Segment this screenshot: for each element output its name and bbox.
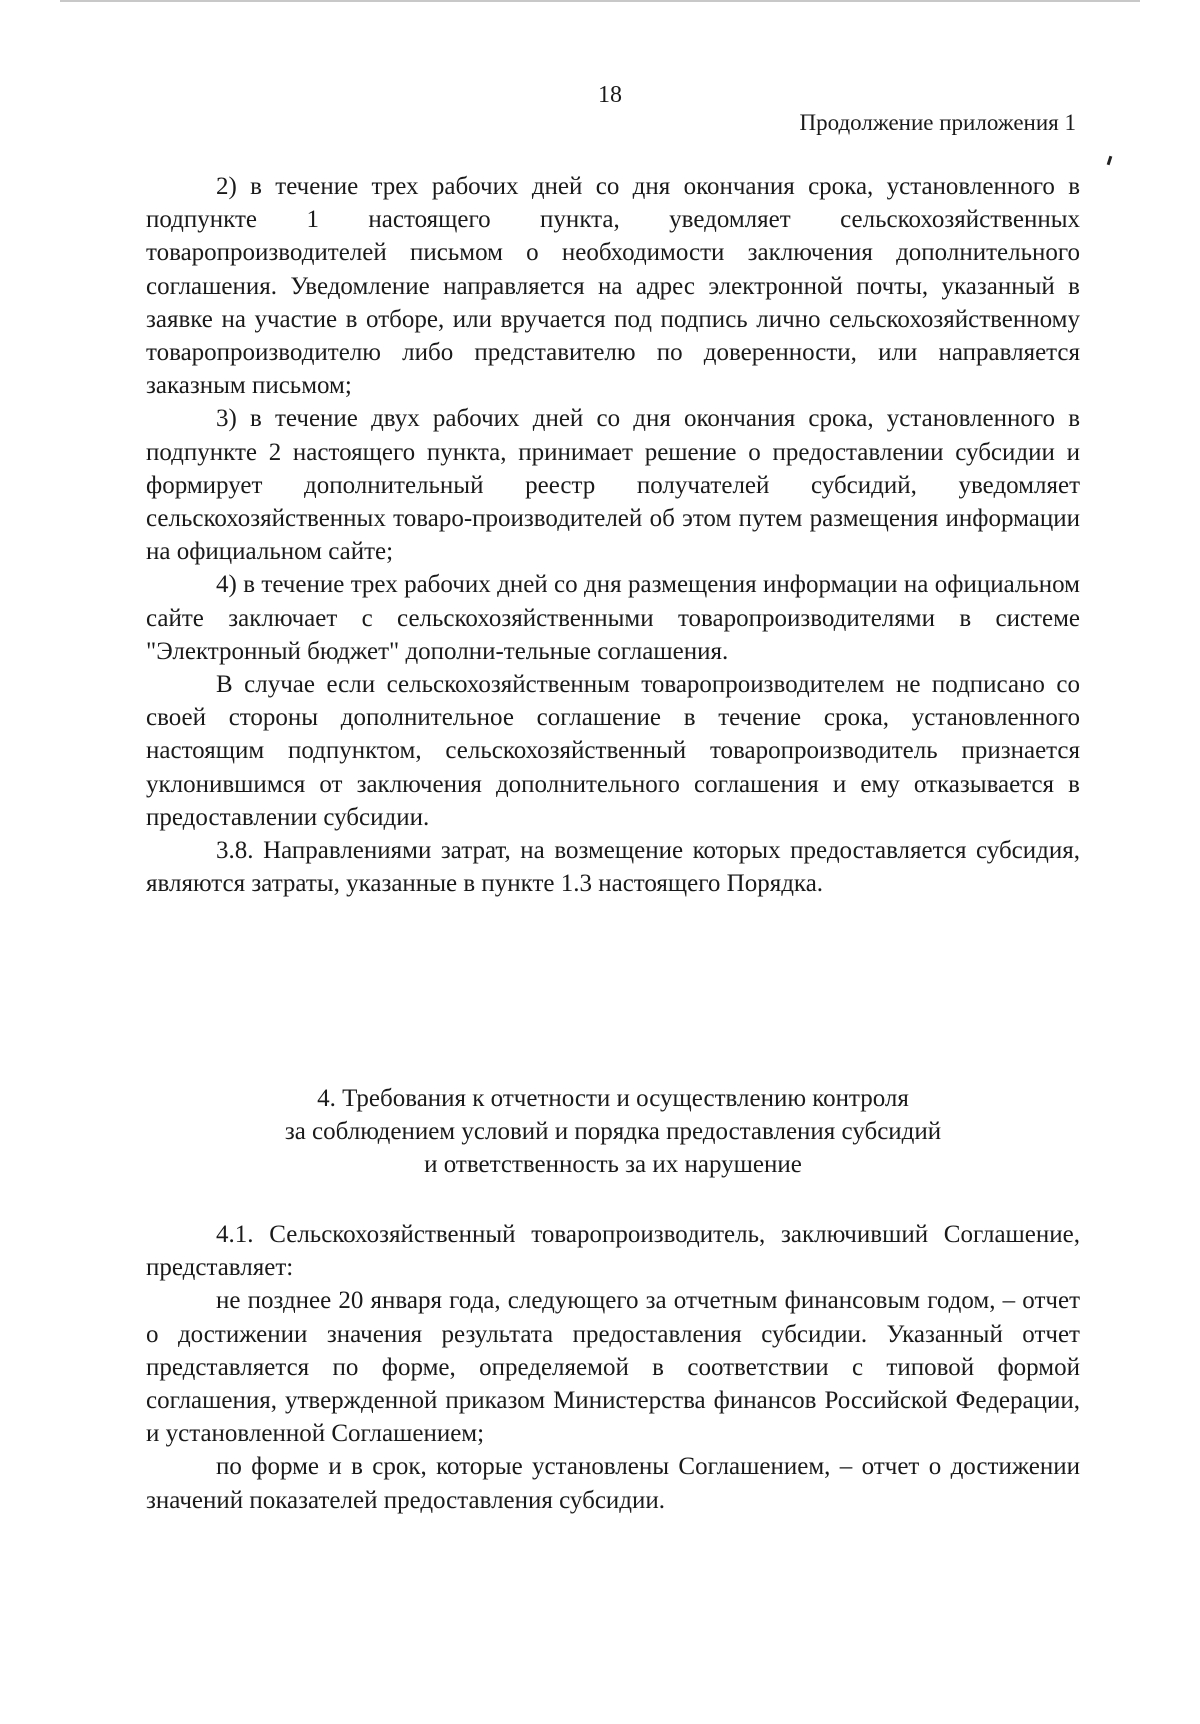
section-3-text [146, 170, 1080, 900]
scan-top-edge [60, 0, 1140, 2]
section-4-heading-line: 4. Требования к отчетности и осуществлению контроля [317, 1085, 909, 1112]
paragraph-subitem-3: 3) в течение двух рабочих дней со дня окончания срока, установленного в подпункте 2 настоящего пункта, принимает решение о предоставлении субсидии и формирует дополнительный реестр получателей субсидий, уведомляет сельскохозяйственных товаро-производителей об этом путем размещения информации на официальном сайте; [146, 405, 1080, 566]
paragraph-subitem-2: 2) в течение трех рабочих дней со дня окончания срока, установленного в подпункте 1 настоящего пункта, уведомляет сельскохозяйственных товаропроизводителей письмом о необходимости заключения дополнительного соглашения. Уведомление направляется на адрес электронной почты, указанный в заявке на участие в отборе, или вручается под подпись лично сельскохозяйственному товаропроизводителю либо представителю по доверенности, или направляется заказным письмом; [146, 173, 1080, 400]
paragraph-4-1: 4.1. Сельскохозяйственный товаропроизводитель, заключивший Соглашение, представляет: [146, 1221, 1080, 1282]
page-number: 18 [598, 82, 622, 108]
paragraph-refusal-case: В случае если сельскохозяйственным товаропроизводителем не подписано со своей стороны дополнительное соглашение в течение срока, установленного настоящим подпунктом, сельскохозяйственный товаропроизводитель признается уклонившимся от заключения дополнительного соглашения и ему отказывается в предоставлении субсидии. [146, 671, 1080, 831]
section-4-heading [146, 1082, 1080, 1182]
appendix-continuation-note: Продолжение приложения 1 [799, 110, 1076, 135]
scan-speck [1107, 156, 1113, 165]
paragraph-subitem-4: 4) в течение трех рабочих дней со дня размещения информации на официальном сайте заключает с сельскохозяйственными товаропроизводителями в системе "Электронный бюджет" дополни-тельные соглашения. [146, 571, 1080, 665]
paragraph-annual-report: не позднее 20 января года, следующего за отчетным финансовым годом, – отчет о достижении значения результата предоставления субсидии. Указанный отчет представляется по форме, определяемой в соответствии с типовой формой соглашения, утвержденной приказом Министерства финансов Российской Федерации, и установленной Соглашением; [146, 1287, 1080, 1448]
paragraph-3-8: 3.8. Направлениями затрат, на возмещение которых предоставляется субсидия, являются затраты, указанные в пункте 1.3 настоящего Порядка. [146, 837, 1080, 898]
section-4-text [146, 1218, 1080, 1517]
section-4-heading-line: за соблюдением условий и порядка предоставления субсидий [284, 1118, 942, 1146]
paragraph-indicators-report: по форме и в срок, которые установлены Соглашением, – отчет о достижении значений показателей предоставления субсидии. [146, 1453, 1080, 1514]
section-4-heading-line: и ответственность за их нарушение [424, 1151, 802, 1179]
